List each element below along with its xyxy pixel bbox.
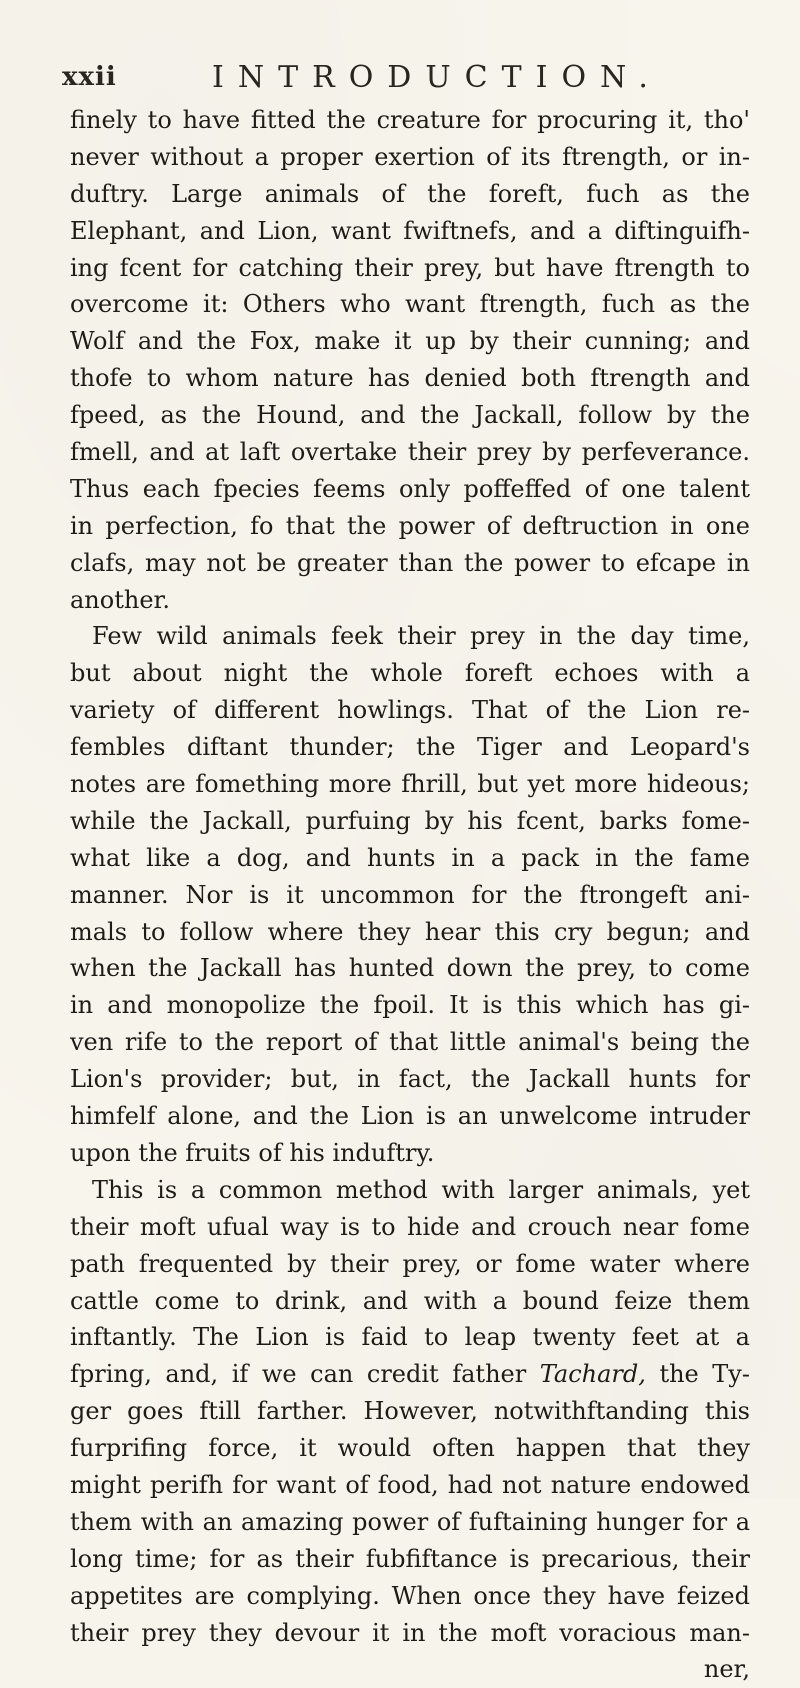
text-line: another. xyxy=(70,585,170,614)
text-line: in perfection, fo that the power of deftruction in one xyxy=(70,511,750,540)
paragraph-start-line: This is a common method with larger animals, yet xyxy=(92,1175,750,1204)
text-line: fpeed, as the Hound, and the Jackall, follow by the xyxy=(70,401,750,430)
text-fragment: fpring, and, if we can credit father xyxy=(70,1360,540,1389)
text-line: fembles diftant thunder; the Tiger and Leopard's xyxy=(70,733,750,762)
page-title: INTRODUCTION. xyxy=(212,60,662,95)
italic-name: Tachard, xyxy=(539,1360,646,1389)
text-line: them with an amazing power of fuftaining hunger for a xyxy=(70,1507,750,1536)
text-line: Thus each fpecies feems only poffeffed of one talent xyxy=(70,474,750,503)
text-line: manner. Nor is it uncommon for the ftrongeft ani- xyxy=(70,880,750,909)
text-line: overcome it: Others who want ftrength, fuch as the xyxy=(70,290,750,319)
text-line: their prey they devour it in the moft voracious man- xyxy=(70,1618,750,1647)
text-line: while the Jackall, purfuing by his fcent, barks fome- xyxy=(70,806,750,835)
text-line: appetites are complying. When once they have feized xyxy=(70,1581,750,1610)
page-number: xxii xyxy=(62,62,117,92)
text-line: ger goes ftill farther. However, notwithftanding this xyxy=(70,1397,750,1426)
text-line: furprifing force, it would often happen that they xyxy=(70,1434,750,1463)
text-line: duftry. Large animals of the foreft, fuch as the xyxy=(70,179,750,208)
text-line: ven rife to the report of that little animal's being the xyxy=(70,1028,750,1057)
text-line: Elephant, and Lion, want fwiftnefs, and a diftinguifh- xyxy=(70,216,750,245)
text-line: notes are fomething more fhrill, but yet more hideous; xyxy=(70,770,750,799)
text-line-with-italic xyxy=(70,1356,750,1393)
text-line: when the Jackall has hunted down the prey, to come xyxy=(70,954,750,983)
text-line: never without a proper exertion of its ftrength, or in- xyxy=(70,142,750,171)
text-line: long time; for as their fubfiftance is precarious, their xyxy=(70,1544,750,1573)
text-line: variety of different howlings. That of the Lion re- xyxy=(70,696,750,725)
text-line: what like a dog, and hunts in a pack in the fame xyxy=(70,843,750,872)
text-line: ing fcent for catching their prey, but have ftrength to xyxy=(70,253,750,282)
text-line: inftantly. The Lion is faid to leap twenty feet at a xyxy=(70,1323,750,1352)
text-line: in and monopolize the fpoil. It is this which has gi- xyxy=(70,991,750,1020)
text-line: upon the fruits of his induftry. xyxy=(70,1138,435,1167)
text-line: Lion's provider; but, in fact, the Jackall hunts for xyxy=(70,1065,750,1094)
text-line: himfelf alone, and the Lion is an unwelcome intruder xyxy=(70,1102,750,1131)
text-line: fmell, and at laft overtake their prey by perfeverance. xyxy=(70,438,750,467)
text-line: might perifh for want of food, had not nature endowed xyxy=(70,1470,750,1499)
text-fragment: the Ty- xyxy=(645,1360,750,1389)
catchword: ner, xyxy=(703,1655,750,1684)
text-line: but about night the whole foreft echoes with a xyxy=(70,659,750,688)
text-line: finely to have fitted the creature for procuring it, tho' xyxy=(70,106,750,134)
text-line: Wolf and the Fox, make it up by their cunning; and xyxy=(70,327,750,356)
text-line: clafs, may not be greater than the power to efcape in xyxy=(70,548,750,577)
running-head xyxy=(62,60,762,94)
paragraph-start-line: Few wild animals feek their prey in the day time, xyxy=(92,622,750,651)
text-line: mals to follow where they hear this cry begun; and xyxy=(70,917,750,946)
text-line: cattle come to drink, and with a bound feize them xyxy=(70,1286,750,1315)
text-line: thofe to whom nature has denied both ftrength and xyxy=(70,364,750,393)
text-line: their moft ufual way is to hide and crouch near fome xyxy=(70,1212,750,1241)
text-line: path frequented by their prey, or fome water where xyxy=(70,1249,750,1278)
body-text xyxy=(70,102,750,1688)
